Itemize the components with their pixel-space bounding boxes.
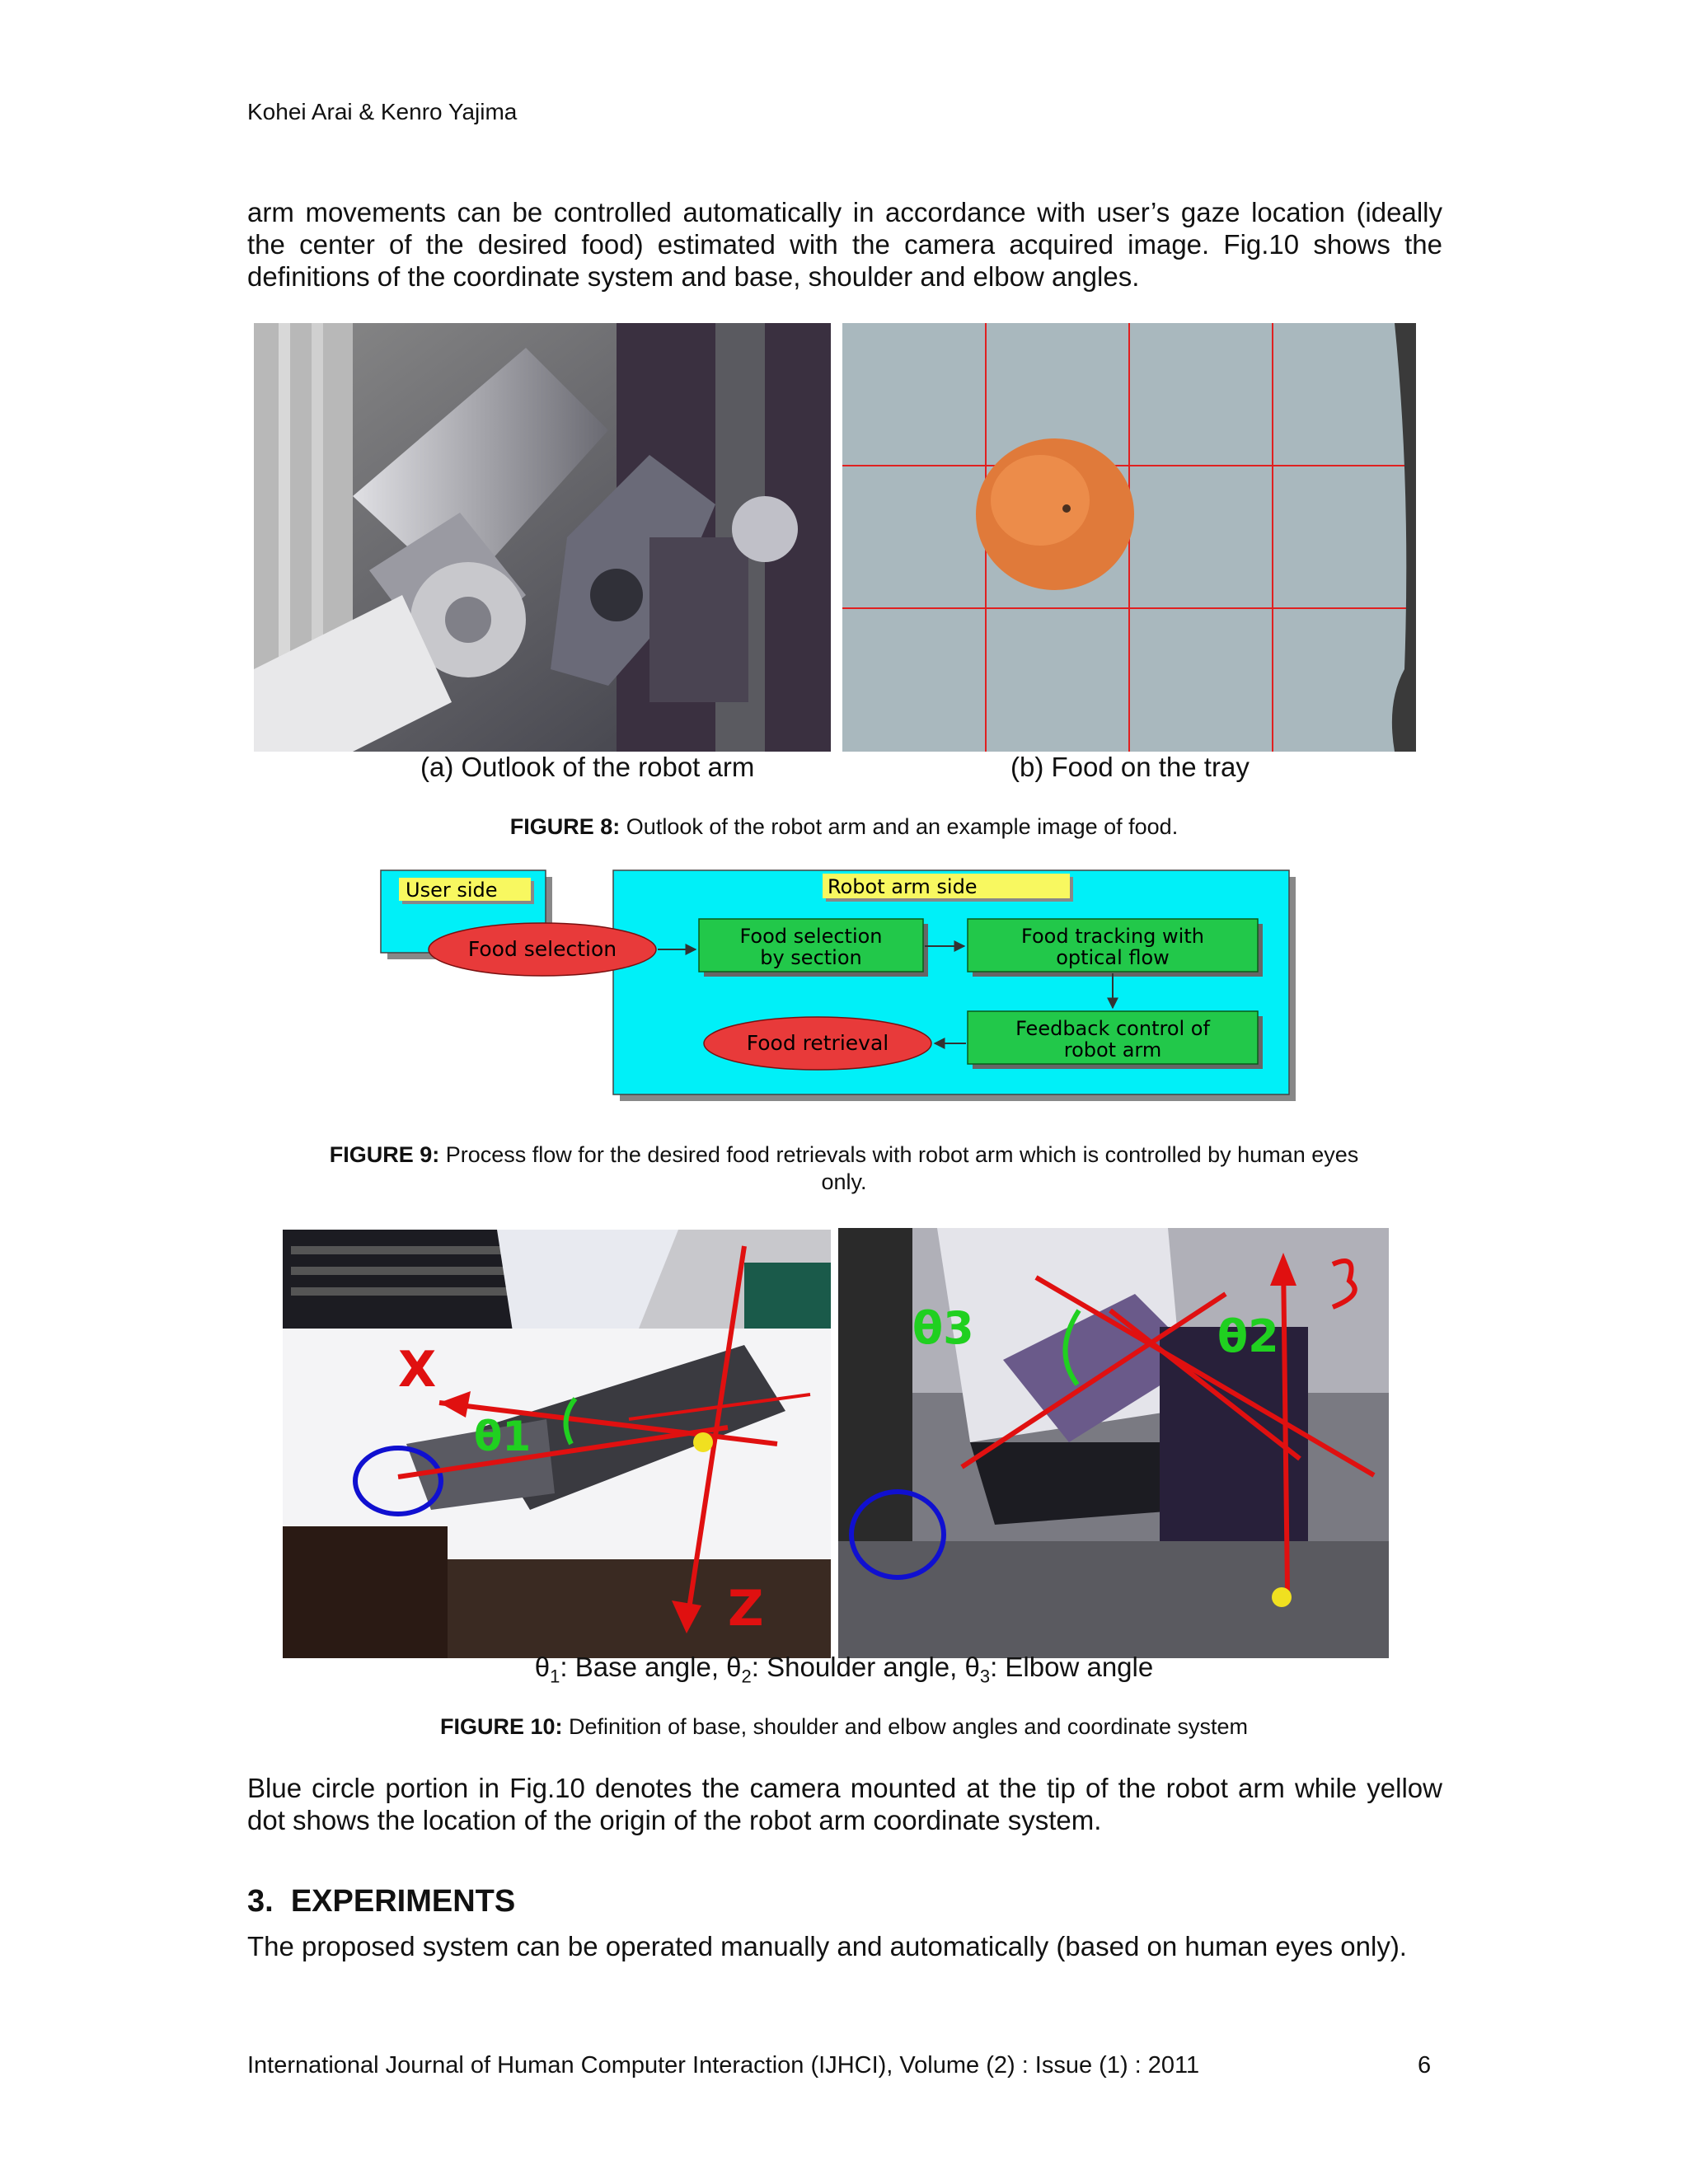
figure10-label: FIGURE 10:: [439, 1714, 563, 1739]
figure8-label: FIGURE 8:: [509, 814, 621, 839]
figure9-caption: [0, 1142, 1688, 1168]
figure9-caption-line2: only.: [821, 1169, 867, 1194]
coordinate-photo-right: [838, 1228, 1389, 1658]
figure9-caption-line1: Process flow for the desired food retrievals with robot arm which is controlled by human eyes: [439, 1142, 1359, 1167]
page-number: 6: [1418, 2052, 1432, 2079]
theta1-annotation: θ1: [474, 1413, 532, 1460]
food-selection-label: Food selection: [467, 937, 617, 961]
figure8-caption-text: Outlook of the robot arm and an example image of food.: [620, 814, 1179, 839]
selection-by-section-line2: by section: [760, 946, 862, 969]
footer-journal: International Journal of Human Computer Interaction (IJHCI), Volume (2) : Issue (1) : 2011: [247, 2052, 1200, 2079]
figure10-caption: [0, 1714, 1688, 1740]
section-heading: 3. EXPERIMENTS: [247, 1884, 516, 1919]
figure9-label: FIGURE 9:: [329, 1142, 440, 1167]
figure10-caption-text: Definition of base, shoulder and elbow angles and coordinate system: [562, 1714, 1249, 1739]
tracking-line2: optical flow: [1056, 946, 1170, 969]
robot-side-label: Robot arm side: [828, 875, 978, 898]
theta3-annotation: θ3: [912, 1302, 974, 1354]
angle-definitions: $\theta_1$: Base angle, $\theta_2$: Shoulder angle, $\theta_3$: Elbow angle: [534, 1652, 1154, 1687]
selection-by-section-line1: Food selection: [739, 925, 883, 948]
after-paragraph: Blue circle portion in Fig.10 denotes the camera mounted at the tip of the robot arm while yellow dot shows the location of the origin of the robot arm coordinate system.: [247, 1773, 1442, 1835]
running-header: Kohei Arai & Kenro Yajima: [247, 99, 518, 124]
coordinate-photo-left: [283, 1230, 831, 1658]
feedback-line1: Feedback control of: [1015, 1017, 1210, 1040]
theta2-annotation: θ2: [1217, 1310, 1279, 1362]
food-retrieval-label: Food retrieval: [746, 1031, 889, 1055]
feedback-line2: robot arm: [1063, 1038, 1162, 1062]
user-side-label: User side: [406, 879, 498, 902]
figure8-caption: [0, 814, 1688, 840]
section-paragraph: The proposed system can be operated manually and automatically (based on human eyes only).: [247, 1931, 1407, 1961]
robot-arm-photo: [254, 323, 831, 752]
tracking-line1: Food tracking with: [1021, 925, 1204, 948]
z-axis-label: Z: [728, 1580, 764, 1638]
x-axis-label: X: [398, 1341, 437, 1399]
intro-paragraph: arm movements can be controlled automatically in accordance with user’s gaze location (ideally the center of the desired food) estimated with the camera acquired image. Fig.10 shows the definitions of the coordinate system and base, shoulder and elbow angles.: [247, 197, 1442, 292]
figure8-subcaption-a: (a) Outlook of the robot arm: [420, 752, 755, 782]
figure8-subcaption-b: (b) Food on the tray: [1010, 752, 1250, 782]
process-flow-diagram: [313, 857, 1302, 1113]
food-on-tray-photo: [842, 323, 1416, 752]
